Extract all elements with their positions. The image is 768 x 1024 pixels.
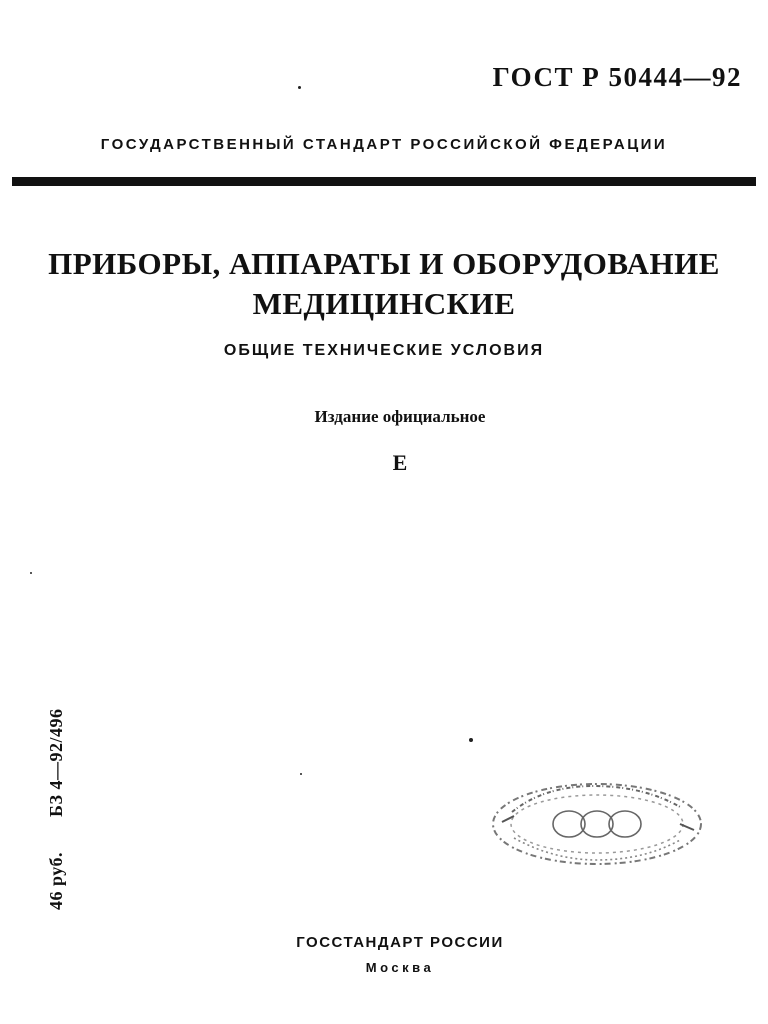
- print-speck: [30, 572, 32, 574]
- price-label: 46 руб.: [46, 851, 66, 910]
- standard-number: ГОСТ Р 50444—92: [492, 62, 742, 92]
- document-header: ГОСУДАРСТВЕННЫЙ СТАНДАРТ РОССИЙСКОЙ ФЕДЕРАЦИИ: [100, 136, 668, 153]
- title-line-1: ПРИБОРЫ, АППАРАТЫ И ОБОРУДОВАНИЕ: [48, 246, 720, 281]
- library-stamp-icon: [484, 772, 710, 872]
- publisher-name: ГОССТАНДАРТ РОССИИ: [296, 934, 504, 951]
- document-subtitle: ОБЩИЕ ТЕХНИЧЕСКИЕ УСЛОВИЯ: [223, 342, 545, 359]
- edition-letter: Е: [392, 450, 408, 475]
- print-speck: [300, 773, 302, 775]
- document-title: [0, 244, 768, 324]
- header-rule: [12, 177, 756, 186]
- edition-note: Издание официальное: [314, 407, 486, 426]
- title-line-2: МЕДИЦИНСКИЕ: [252, 286, 516, 321]
- print-speck: [298, 86, 301, 89]
- print-code: БЗ 4—92/496: [46, 708, 66, 817]
- print-speck: [469, 738, 473, 742]
- publisher-city: Москва: [365, 960, 435, 975]
- side-imprint: [46, 709, 67, 910]
